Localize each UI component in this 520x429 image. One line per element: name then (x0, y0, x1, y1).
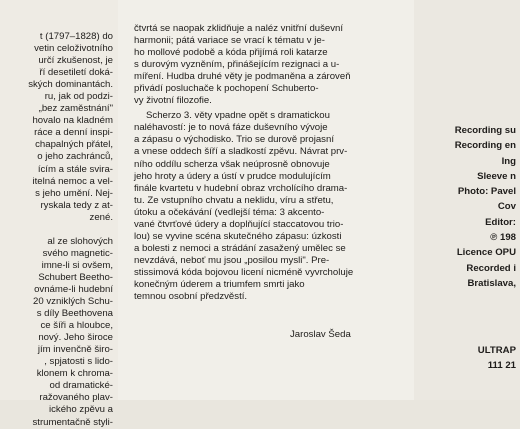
text-line: ce šíři a hloubce, (40, 320, 113, 332)
text-line: nevzdává, neboť mu jsou „posilou mysli". Pre- (134, 254, 330, 266)
text-line: ovnáme-li hudební (34, 283, 113, 295)
text-line: určí zkušenost, je (38, 55, 113, 67)
text-line: vané čtvrťové údery a doplňující staccatovou trio- (134, 218, 344, 230)
text-line: , spjatosti s lido- (44, 356, 113, 368)
credit-line: Ing (501, 155, 516, 167)
text-line: od dramatické- (49, 380, 113, 392)
text-line: Schubert Beetho- (38, 271, 113, 283)
credits-block (414, 123, 516, 291)
credit-line: Sleeve n (477, 170, 516, 182)
text-line: naléhavostí: je to nová fáze duševního vývoje (134, 122, 328, 134)
text-line: ří desetiletí doká- (39, 67, 113, 79)
text-line: a bolesti z nemoci a strádání zasažený umělec se (134, 242, 346, 254)
credit-line: Recorded i (466, 262, 516, 274)
text-line: lou) se vyvine scéna skutečného zápasu: úzkosti (134, 230, 342, 242)
right-panel (414, 0, 520, 400)
text-line: temnou osobní předzvěstí. (134, 291, 248, 303)
text-line: Scherzo 3. věty vpadne opět s dramatickou (146, 110, 330, 122)
text-line: tu. Ze vstupního chvatu a neklidu, víru a střetu, (134, 194, 334, 206)
text-line: a vnese oddech šíří a sladkostí zpěvu. Návrat prv- (134, 146, 348, 158)
text-line: nový. Jeho široce (38, 332, 113, 344)
text-line: přivádí posluchače k pochopení Schuberto- (134, 83, 319, 95)
text-line: finále kvartetu v hudební obraz vrcholícího drama- (134, 182, 348, 194)
text-line: jím invenčně širo- (37, 344, 113, 356)
text-line: 20 vzniklých Schu- (33, 296, 113, 308)
text-line: ryskala tedy z at- (40, 199, 113, 211)
credit-line: Bratislava, (467, 277, 516, 289)
text-line: s durovým vyzněním, přinášejícím rezignaci a u- (134, 59, 340, 71)
credit-line: ℗ 198 (490, 232, 516, 244)
credit-line: Cov (497, 201, 516, 213)
text-line: chapalných přátel, (35, 139, 113, 151)
text-line: ru, jak od podzi- (44, 91, 113, 103)
text-line: klonem k chroma- (36, 368, 113, 380)
text-line: ícím a stále svira- (37, 163, 113, 175)
text-line: svého magnetic- (42, 247, 113, 259)
text-line: útoku a očekávání (vedlejší téma: 3 akcento- (134, 206, 325, 218)
author-signature: Jaroslav Šeda (290, 329, 351, 340)
credit-line: Licence OPU (456, 247, 516, 259)
catalog-block (414, 343, 516, 373)
text-line: zené. (89, 211, 113, 223)
text-line: al ze slohových (47, 235, 113, 247)
text-line: vetin celoživotního (34, 43, 113, 55)
left-panel (0, 0, 118, 428)
text-line: konečným úderem a triumfem smrti jako (134, 278, 305, 290)
text-line: itelná nemoc a vel- (32, 175, 113, 187)
text-line: „bez zaměstnání" (38, 103, 113, 115)
text-line: čtvrtá se naopak zklidňuje a naléz vnitřní duševní (134, 23, 344, 34)
text-line: ráce a denní inspi- (34, 127, 113, 139)
text-line (0, 224, 113, 236)
text-line: a zápasu o východisko. Trio se durově projasní (134, 134, 334, 146)
essay-column (134, 23, 404, 303)
text-line: imne-li si ovšem, (41, 259, 113, 271)
text-line: ražovaného plav- (39, 392, 113, 404)
catalog-number: 111 21 (487, 360, 516, 371)
text-line: strumentačně styli- (32, 416, 113, 428)
text-line: ho mollové podobě a kóda přijímá roli katarze (134, 47, 328, 59)
text-line: o jeho zachránců, (37, 151, 113, 163)
text-line: s jeho umění. Nej- (35, 187, 113, 199)
text-line: míření. Hudba druhé věty je podmaněna a zároveň (134, 71, 351, 83)
middle-panel (118, 0, 414, 400)
text-line: s díly Beethovena (36, 308, 113, 320)
label-name: ULTRAP (477, 345, 516, 356)
text-line: ického zpěvu a (49, 404, 113, 416)
text-line: harmonii; pátá variace se vrací k tématu v je- (134, 35, 325, 47)
credit-line: Recording su (454, 125, 516, 136)
text-line: stissimová kóda bojovou licení nicméně vyvrcholuje (134, 266, 354, 278)
left-text-column (0, 31, 113, 429)
text-line: ního oddílu scherza však neúprosně obnovuje (134, 158, 330, 170)
credit-line: Recording en (454, 140, 516, 152)
credit-line: Photo: Pavel (457, 186, 516, 198)
text-line: hovalo na kladném (32, 115, 113, 127)
text-line: vy životní filozofie. (134, 95, 212, 107)
text-line: ských dominantách. (28, 79, 113, 91)
credit-line: Editor: (485, 216, 516, 228)
text-line: t (1797–1828) do (39, 31, 113, 42)
text-line: jeho hroty a údery a ústí v prudce modulujícím (134, 170, 331, 182)
